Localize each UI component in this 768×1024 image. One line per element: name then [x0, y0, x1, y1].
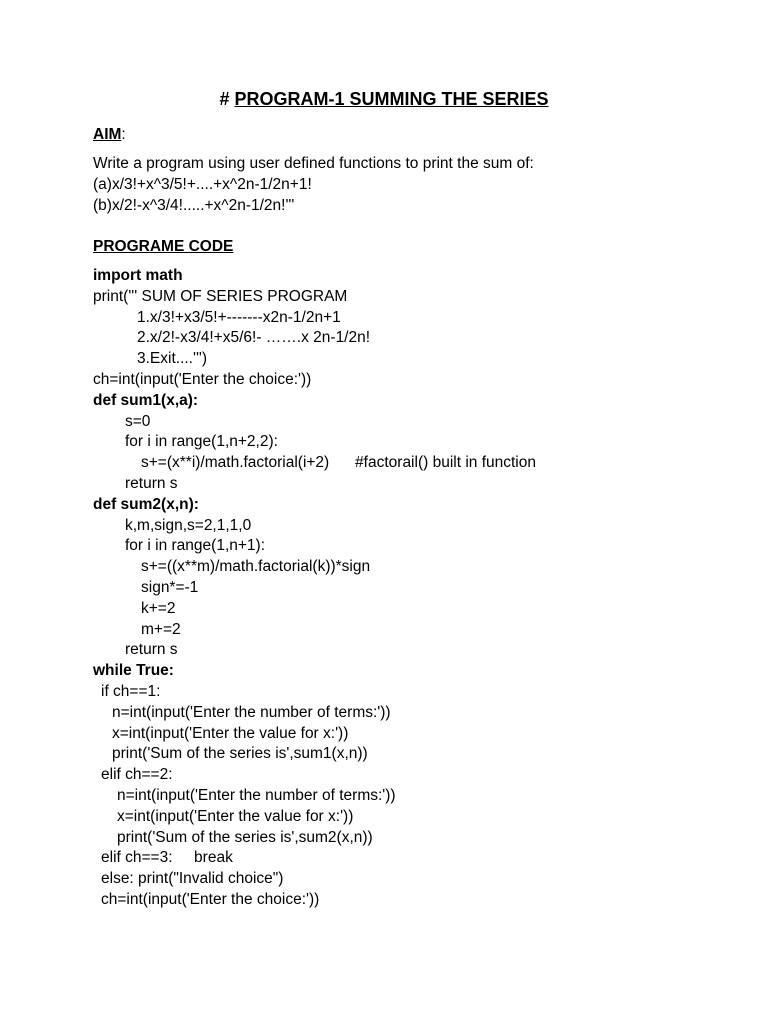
code-line: ch=int(input('Enter the choice:'))	[101, 890, 320, 908]
code-line: s=0	[125, 412, 151, 430]
page-title	[0, 87, 768, 111]
code-line: if ch==1:	[101, 682, 161, 700]
code-line: elif ch==2:	[101, 766, 173, 784]
code-line: for i in range(1,n+2,2):	[125, 433, 278, 451]
code-line: sign*=-1	[141, 578, 199, 596]
code-line: print('Sum of the series is',sum1(x,n))	[112, 745, 368, 763]
aim-line: (a)x/3!+x^3/5!+....+x^2n-1/2n+1!	[93, 176, 312, 193]
code-heading	[93, 237, 233, 257]
aim-heading	[93, 125, 126, 145]
aim-heading-label: AIM	[93, 126, 122, 143]
aim-heading-colon: :	[121, 126, 126, 143]
aim-line: Write a program using user defined functions to print the sum of:	[93, 155, 534, 172]
code-line: s+=(x**i)/math.factorial(i+2) #factorail() built in function	[141, 454, 536, 472]
code-line: x=int(input('Enter the value for x:'))	[117, 807, 354, 825]
code-line: 3.Exit....''')	[137, 350, 208, 368]
title-text: PROGRAM-1 SUMMING THE SERIES	[234, 89, 549, 109]
code-line: n=int(input('Enter the number of terms:'))	[117, 786, 396, 804]
code-line: import math	[93, 267, 183, 284]
code-heading-label: PROGRAME CODE	[93, 238, 234, 255]
code-line: else: print("Invalid choice")	[101, 870, 284, 888]
code-line: s+=((x**m)/math.factorial(k))*sign	[141, 558, 371, 576]
code-line: print(''' SUM OF SERIES PROGRAM	[93, 287, 348, 305]
code-line: print('Sum of the series is',sum2(x,n))	[117, 828, 373, 846]
title-prefix: #	[219, 89, 235, 109]
code-line: return s	[125, 474, 178, 492]
code-block	[93, 266, 536, 911]
code-line: 1.x/3!+x3/5!+-------x2n-1/2n+1	[137, 308, 341, 326]
code-line: 2.x/2!-x3/4!+x5/6!- …….x 2n-1/2n!	[137, 329, 371, 347]
code-line: k+=2	[141, 599, 176, 617]
aim-paragraph	[93, 153, 534, 216]
code-line: return s	[125, 641, 178, 659]
aim-line: (b)x/2!-x^3/4!.....+x^2n-1/2n!'''	[93, 197, 295, 214]
code-line: x=int(input('Enter the value for x:'))	[112, 724, 349, 742]
code-line: n=int(input('Enter the number of terms:'))	[112, 703, 391, 721]
code-line: ch=int(input('Enter the choice:'))	[93, 370, 312, 388]
code-line: elif ch==3: break	[101, 849, 233, 867]
code-line: for i in range(1,n+1):	[125, 537, 266, 555]
code-line: m+=2	[141, 620, 181, 638]
code-line: k,m,sign,s=2,1,1,0	[125, 516, 252, 534]
code-line: while True:	[93, 662, 174, 680]
code-line: def sum2(x,n):	[93, 495, 199, 513]
code-line: def sum1(x,a):	[93, 391, 199, 409]
